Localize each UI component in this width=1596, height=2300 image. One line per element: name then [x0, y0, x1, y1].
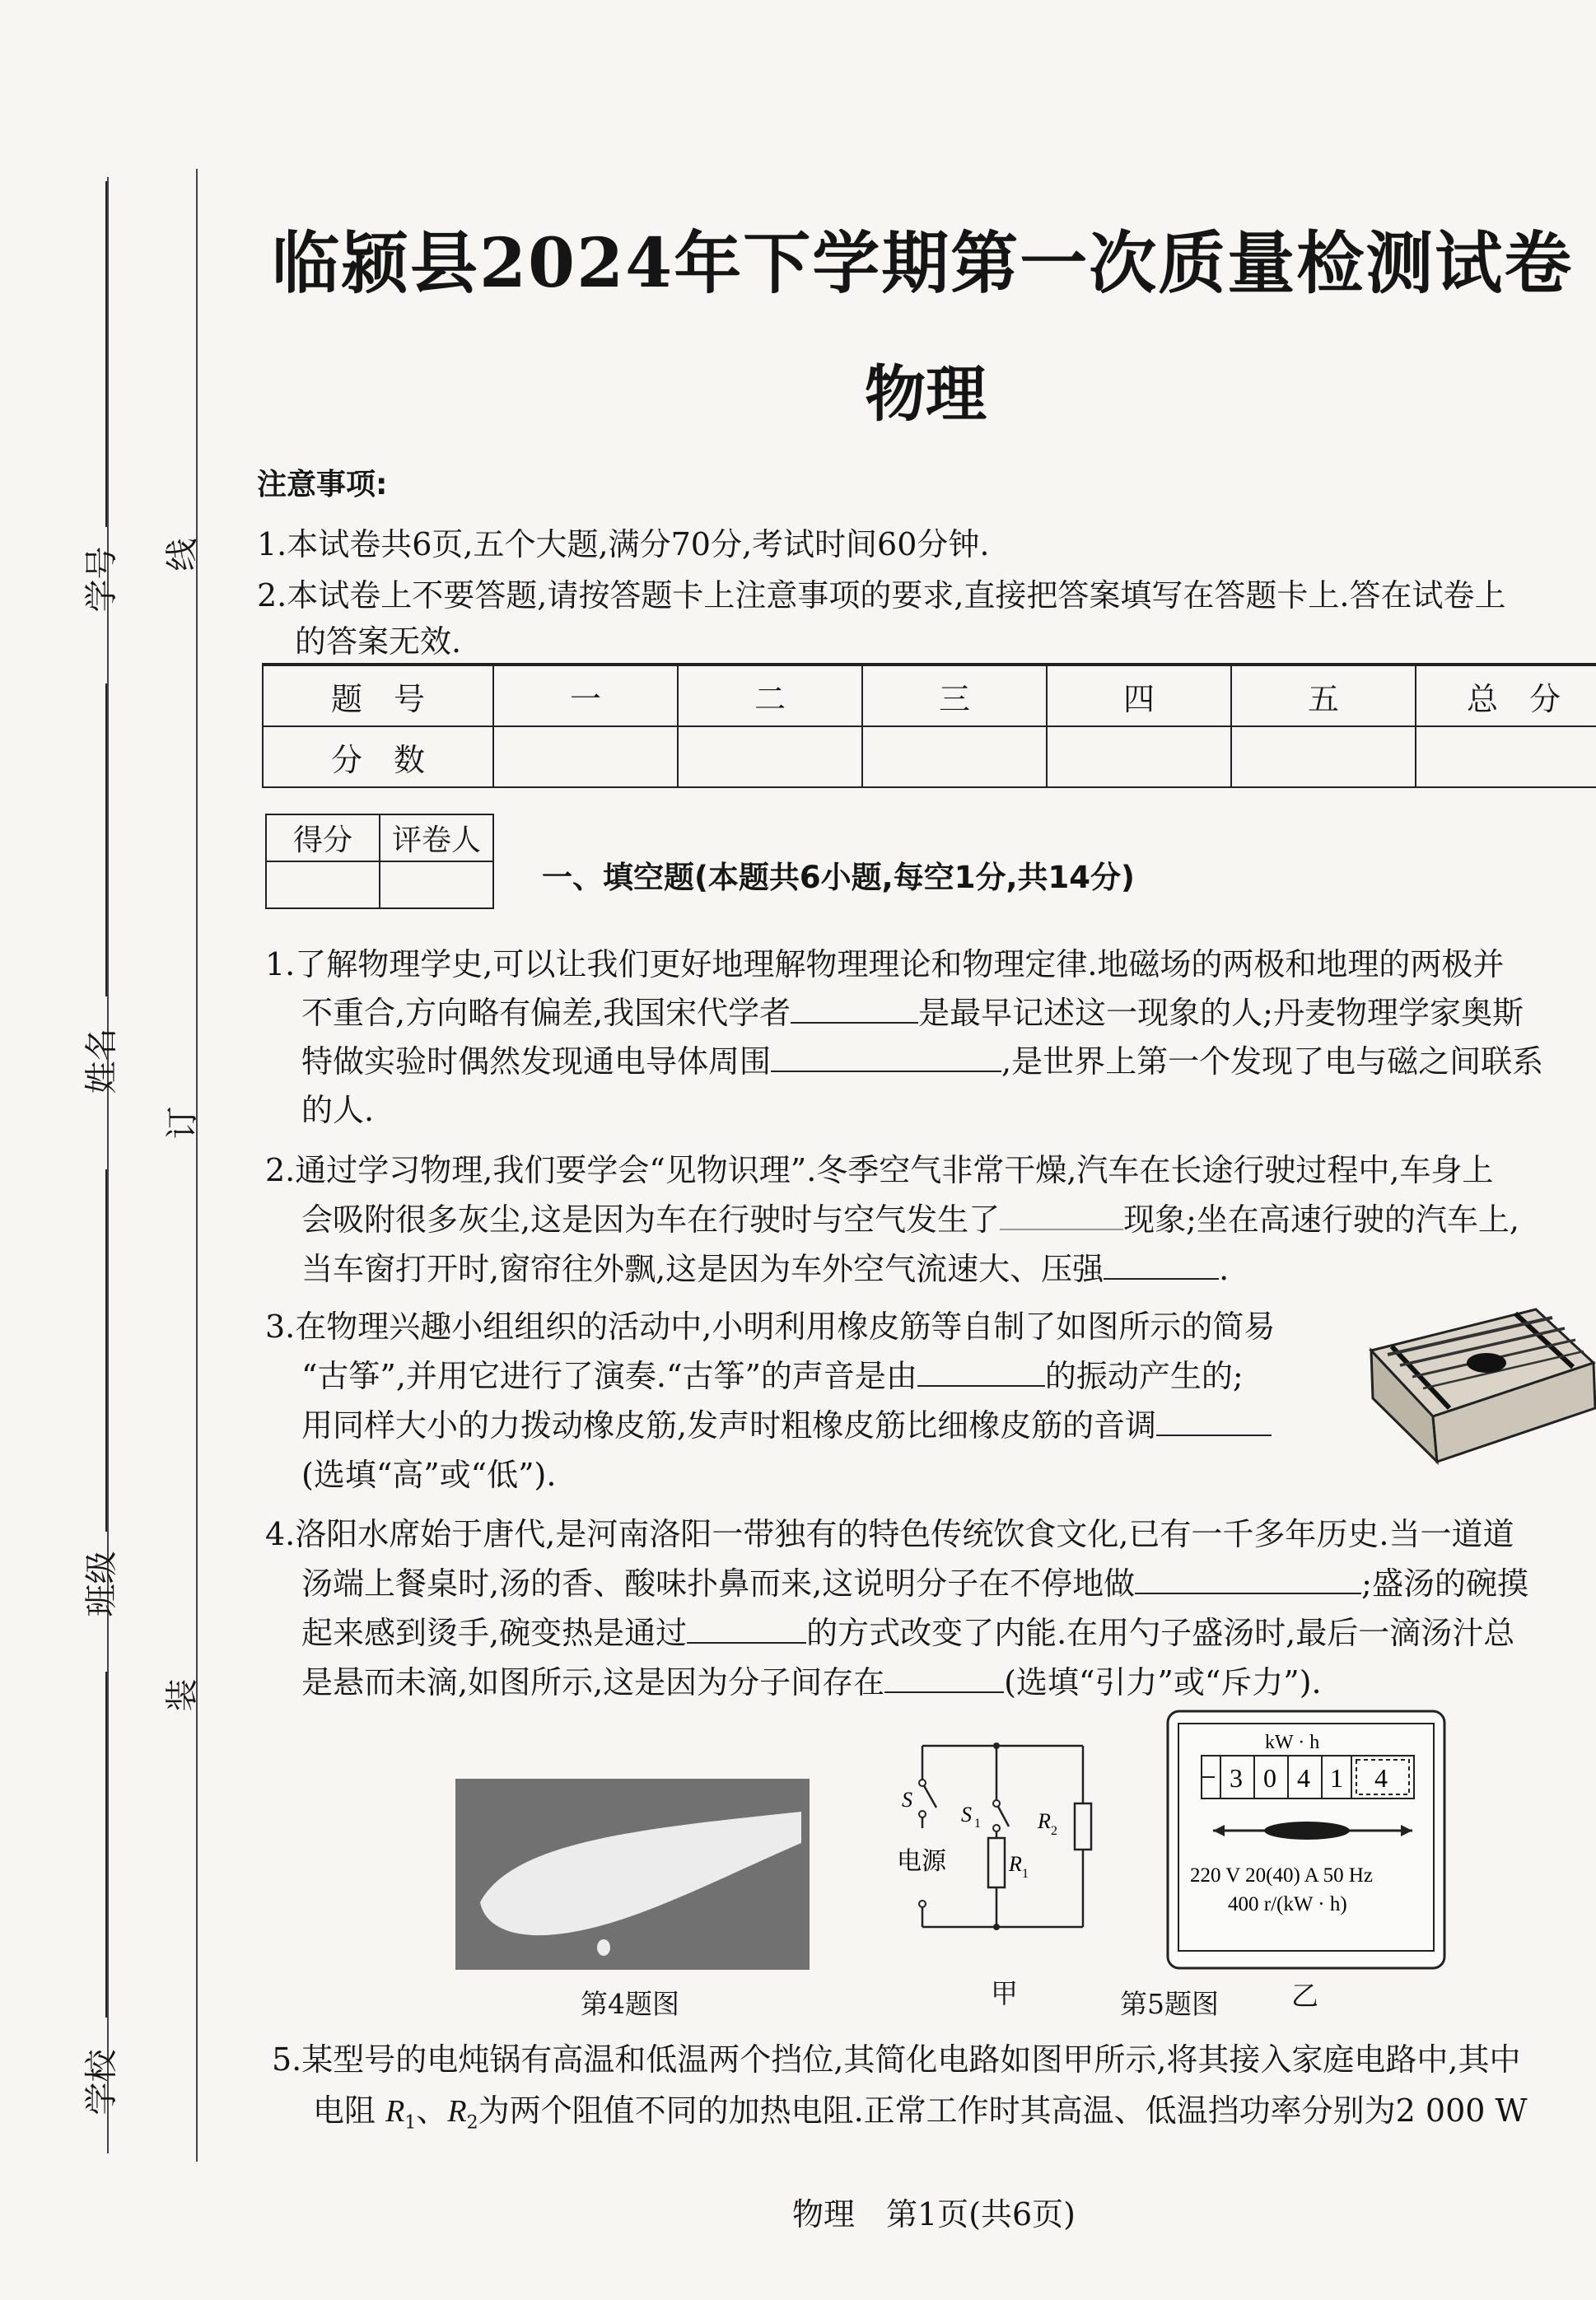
- q5-r2-sub: 2: [466, 2112, 478, 2134]
- school-fill-line: [105, 1672, 107, 2018]
- meter-digit: 0: [1263, 1763, 1276, 1793]
- meter-spec-1: 220 V 20(40) A 50 Hz: [1190, 1864, 1373, 1887]
- switch-s-label: S: [902, 1788, 912, 1812]
- q2-blank-1: [1000, 1204, 1123, 1230]
- notice-line-3: 的答案无效.: [295, 623, 462, 660]
- circuit-diagram: [885, 1729, 1099, 1964]
- q1-line-3-text-a: 特做实验时偶然发现通电导体周围: [301, 1043, 772, 1080]
- meter-label: 乙: [1291, 1980, 1318, 2012]
- bind-char-bind: 装: [163, 1678, 202, 1712]
- q5-line-2-text-b: 为两个阻值不同的加热电阻.正常工作时其高温、低温挡功率分别为2 000 W: [478, 2092, 1528, 2129]
- grader-name-label: 评卷人: [380, 814, 493, 861]
- score-cell: [1416, 726, 1596, 787]
- q3-line-2-text-a: “古筝”,并用它进行了演奏.“古筝”的声音是由: [301, 1358, 917, 1394]
- q3-line-1: 3.在物理兴趣小组组织的活动中,小明利用橡皮筋等自制了如图所示的简易: [265, 1309, 1276, 1345]
- q3-line-2-text-b: 的振动产生的;: [1044, 1358, 1244, 1394]
- score-header-cell: 三: [862, 665, 1047, 726]
- q1-blank-1: [791, 997, 918, 1024]
- q1-line-2: [301, 987, 1524, 1033]
- name-fill-line: [105, 683, 107, 996]
- notice-line-1: 1.本试卷共6页,五个大题,满分70分,考试时间60分钟.: [257, 526, 990, 562]
- grader-score-label: 得分: [266, 814, 380, 861]
- page-footer: 物理 第1页(共6页): [792, 2196, 1076, 2232]
- q4-line-3-text-a: 起来感到烫手,碗变热是通过: [301, 1615, 688, 1651]
- grader-table: [265, 814, 494, 909]
- q1-line-4: 的人.: [301, 1092, 375, 1128]
- q4-blank-1: [1135, 1568, 1361, 1594]
- q4-line-4: [301, 1657, 1322, 1702]
- q5-line-2: [313, 2085, 1528, 2134]
- q1-line-1: 1.了解物理学史,可以让我们更好地理解物理理论和物理定律.地磁场的两极和地理的两极并: [265, 946, 1505, 982]
- name-label: 姓名: [82, 1028, 121, 1094]
- q4-line-3: [301, 1607, 1514, 1653]
- resistor-r2-label: R: [1038, 1809, 1051, 1833]
- score-header-cell: 一: [493, 665, 678, 726]
- score-cell: [1231, 726, 1416, 787]
- q2-line-2-text-b: 现象;坐在高速行驶的汽车上,: [1123, 1201, 1519, 1238]
- score-header-cell: 总 分: [1416, 665, 1596, 726]
- meter-digit: 1: [1330, 1763, 1343, 1793]
- meter-unit: kW · h: [1265, 1732, 1320, 1753]
- student-id-fill-line: [105, 181, 107, 527]
- q2-line-3: [301, 1243, 1229, 1289]
- meter-spec-2: 400 r/(kW · h): [1228, 1893, 1347, 1915]
- score-header-cell: 题 号: [263, 665, 493, 726]
- bind-char-staple: 订: [163, 1106, 202, 1140]
- score-cell: [678, 726, 862, 787]
- q2-blank-2: [1104, 1253, 1219, 1280]
- fig5-caption: 第5题图: [1120, 1988, 1219, 2020]
- q5-line-1: 5.某型号的电炖锅有高温和低温两个挡位,其简化电路如图甲所示,将其接入家庭电路中,其中: [272, 2041, 1521, 2078]
- q4-line-4-text-b: (选填“引力”或“斥力”).: [1004, 1664, 1322, 1701]
- q3-blank-2: [1156, 1410, 1272, 1436]
- q1-line-2-text-b: 是最早记述这一现象的人;丹麦物理学家奥斯: [918, 995, 1524, 1031]
- student-id-label: 学号: [82, 546, 121, 613]
- q5-r1-sub: 1: [404, 2112, 417, 2134]
- resistor-r1-label: R: [1009, 1852, 1022, 1876]
- switch-s1-sub: 1: [974, 1817, 981, 1831]
- circuit-label: 甲: [991, 1977, 1018, 2009]
- margin-left-line: [107, 177, 109, 2153]
- q5-separator: 、: [416, 2092, 448, 2129]
- q2-line-3-text-a: 当车窗打开时,窗帘往外飘,这是因为车外空气流速大、压强: [301, 1251, 1104, 1287]
- score-cell: [862, 726, 1047, 787]
- school-label: 学校: [82, 2049, 121, 2116]
- q2-line-1: 2.通过学习物理,我们要学会“见物识理”.冬季空气非常干燥,汽车在长途行驶过程中,车身上: [265, 1152, 1494, 1188]
- meter-digit: 4: [1297, 1763, 1310, 1793]
- exam-title: 临颍县2024年下学期第一次质量检测试卷: [272, 224, 1574, 303]
- electricity-meter: [1165, 1709, 1447, 1971]
- fig4-caption: 第4题图: [581, 1988, 679, 2020]
- switch-s1-label: S: [961, 1803, 972, 1826]
- score-table: [262, 663, 1596, 788]
- q3-blank-1: [917, 1360, 1045, 1387]
- q4-line-2-text-b: ;盛汤的碗摸: [1361, 1565, 1528, 1602]
- resistor-r1-sub: 1: [1022, 1867, 1029, 1881]
- notice-line-2: 2.本试卷上不要答题,请按答题卡上注意事项的要求,直接把答案填写在答题卡上.答在试卷上: [257, 577, 1506, 613]
- section-1-heading: 一、填空题(本题共6小题,每空1分,共14分): [542, 860, 1135, 895]
- meter-digit-decimal: 4: [1374, 1763, 1388, 1793]
- fig4-spoon-photo: [455, 1779, 810, 1970]
- q5-line-2-text-a: 电阻: [313, 2092, 376, 2129]
- q1-line-3-text-b: ,是世界上第一个发现了电与磁之间联系: [1001, 1043, 1544, 1080]
- q3-line-4: (选填“高”或“低”).: [301, 1457, 557, 1493]
- bind-char-line: 线: [163, 538, 202, 572]
- q1-line-2-text-a: 不重合,方向略有偏差,我国宋代学者: [301, 995, 791, 1031]
- q2-line-2-text-a: 会吸附很多灰尘,这是因为车在行驶时与空气发生了: [301, 1201, 1001, 1238]
- q3-line-3: [301, 1400, 1272, 1445]
- score-header-cell: 二: [678, 665, 862, 726]
- subject-title: 物理: [865, 359, 987, 430]
- score-cell: [493, 726, 678, 787]
- q4-line-2: [301, 1558, 1528, 1603]
- q5-r2-symbol: R: [447, 2094, 467, 2129]
- q4-line-3-text-b: 的方式改变了内能.在用勺子盛汤时,最后一滴汤汁总: [806, 1615, 1515, 1651]
- resistor-r2-sub: 2: [1051, 1824, 1057, 1838]
- q2-line-3-text-b: .: [1219, 1251, 1230, 1287]
- q1-line-3: [301, 1036, 1543, 1081]
- notice-heading: 注意事项:: [257, 468, 388, 502]
- q1-blank-2: [771, 1046, 1001, 1072]
- power-source-label: 电源: [897, 1847, 946, 1876]
- spoon-drawing: [455, 1779, 810, 1970]
- q5-r1-symbol: R: [385, 2094, 405, 2129]
- score-header-cell: 四: [1047, 665, 1231, 726]
- guzheng-figure: [1363, 1293, 1596, 1470]
- q3-line-3-text: 用同样大小的力拨动橡皮筋,发声时粗橡皮筋比细橡皮筋的音调: [301, 1407, 1157, 1444]
- q4-line-1: 4.洛阳水席始于唐代,是河南洛阳一带独有的特色传统饮食文化,已有一千多年历史.当一道道: [265, 1516, 1514, 1552]
- score-cell: [1047, 726, 1231, 787]
- q4-blank-2: [687, 1617, 806, 1644]
- meter-digit: 3: [1230, 1763, 1243, 1793]
- q4-line-2-text-a: 汤端上餐桌时,汤的香、酸味扑鼻而来,这说明分子在不停地做: [301, 1565, 1136, 1602]
- grader-cell: [380, 861, 493, 908]
- class-fill-line: [105, 1169, 107, 1532]
- score-row-label: 分 数: [263, 726, 493, 787]
- q3-line-2: [301, 1351, 1244, 1396]
- grader-cell: [266, 861, 380, 908]
- q2-line-2: [301, 1194, 1519, 1239]
- q4-line-4-text-a: 是悬而未滴,如图所示,这是因为分子间存在: [301, 1664, 885, 1701]
- score-header-cell: 五: [1231, 665, 1416, 726]
- margin-right-line: [196, 169, 198, 2162]
- class-label: 班级: [82, 1551, 121, 1617]
- q4-blank-3: [884, 1667, 1004, 1693]
